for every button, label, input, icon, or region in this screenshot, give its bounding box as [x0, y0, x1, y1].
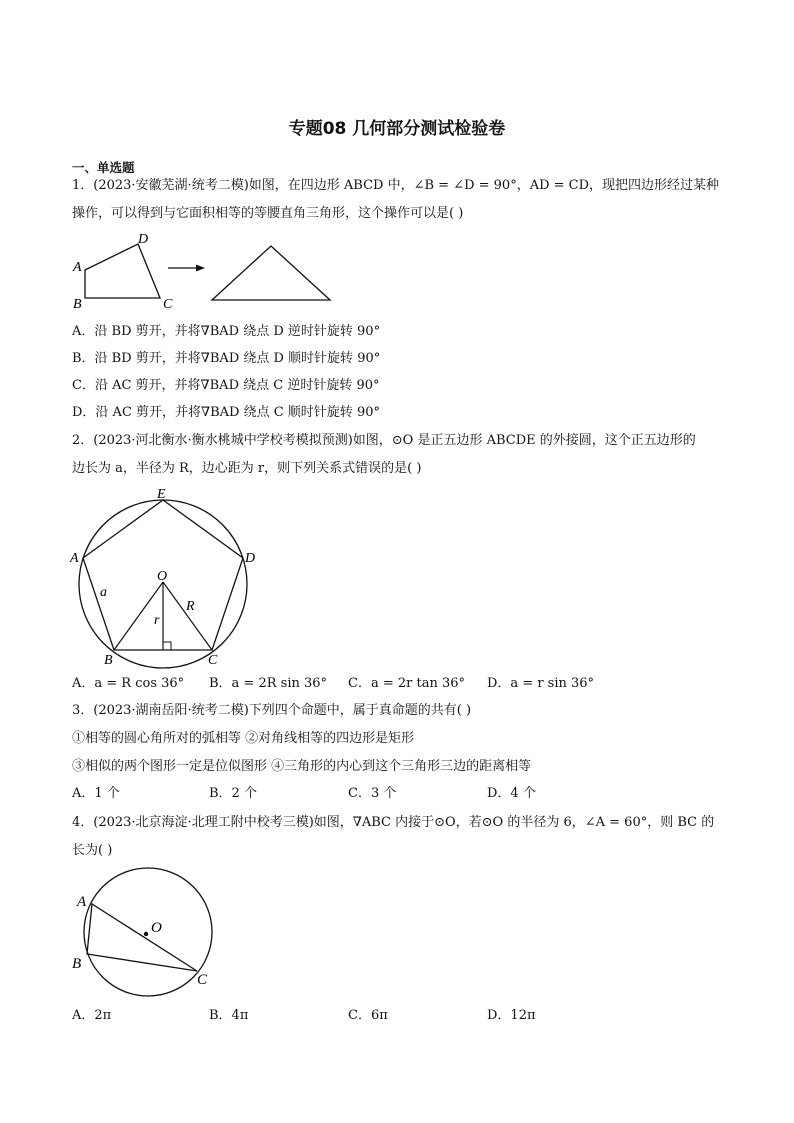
q2-label-apothem-r: r [154, 613, 160, 628]
q1-option-b: B．沿 BD 剪开，并将∇BAD 绕点 D 顺时针旋转 90° [72, 351, 381, 366]
q2-label-b: B [104, 653, 113, 668]
q2-right-angle-mark [163, 642, 171, 650]
q2-stem-line2: 边长为 a，半径为 R，边心距为 r，则下列关系式错误的是( ) [72, 461, 422, 476]
q2-label-e: E [157, 487, 166, 502]
q2-label-a: A [70, 551, 79, 566]
q4-stem-line1: 4．(2023·北京海淀·北理工附中校考三模)如图，∇ABC 内接于⊙O，若⊙O 的半径为 6，∠A = 60°，则 BC 的 [72, 815, 715, 830]
q3-option-d: D．4 个 [487, 786, 536, 801]
q3-statements-3-4: ③相似的两个图形一定是位似图形 ④三角形的内心到这个三角形三边的距离相等 [72, 759, 532, 774]
q2-label-o: O [157, 569, 168, 584]
q1-right-triangle [212, 246, 330, 300]
q4-label-c: C [197, 972, 208, 988]
q2-label-c: C [208, 653, 218, 668]
q3-statements-1-2: ①相等的圆心角所对的弧相等 ②对角线相等的四边形是矩形 [72, 731, 415, 746]
q4-stem-line2: 长为( ) [72, 843, 113, 858]
q4-center-dot [144, 932, 148, 936]
q1-arrow-head [196, 265, 205, 272]
q4-label-b: B [72, 956, 82, 972]
q2-stem-line1: 2．(2023·河北衡水·衡水桃城中学校考模拟预测)如图，⊙O 是正五边形 ABCDE 的外接圆，这个正五边形的 [72, 433, 696, 448]
q3-option-c: C．3 个 [348, 786, 397, 801]
q3-option-b: B．2 个 [209, 786, 257, 801]
q4-option-b: B．4π [209, 1008, 249, 1023]
q1-stem-line1: 1．(2023·安徽芜湖·统考二模)如图，在四边形 ABCD 中，∠B = ∠D = 90°，AD = CD，现把四边形经过某种 [72, 178, 720, 193]
q4-triangle [87, 904, 197, 971]
q1-label-b: B [73, 297, 82, 312]
q2-radius-oc [163, 582, 212, 650]
q2-option-a: A．a = R cos 36° [72, 676, 185, 691]
page-title: 专题08 几何部分测试检验卷 [288, 119, 506, 139]
q2-label-side-a: a [100, 585, 107, 600]
q4-option-c: C．6π [348, 1008, 388, 1023]
q4-label-o: O [151, 920, 162, 936]
q1-label-a: A [73, 260, 82, 275]
q4-figure [66, 866, 226, 1006]
q2-label-d: D [245, 551, 256, 566]
q1-figure [60, 228, 350, 318]
q4-option-d: D．12π [487, 1008, 536, 1023]
q4-circle [84, 868, 212, 996]
q2-option-b: B．a = 2R sin 36° [209, 676, 328, 691]
q1-stem-line2: 操作，可以得到与它面积相等的等腰直角三角形，这个操作可以是( ) [72, 206, 464, 221]
q1-label-d: D [138, 232, 149, 247]
q1-option-c: C．沿 AC 剪开，并将∇BAD 绕点 C 逆时针旋转 90° [72, 378, 380, 393]
q1-label-c: C [163, 297, 173, 312]
q1-option-d: D．沿 AC 剪开，并将∇BAD 绕点 C 顺时针旋转 90° [72, 405, 380, 420]
q2-label-radius-r: R [186, 599, 195, 614]
q2-option-c: C．a = 2r tan 36° [348, 676, 465, 691]
q2-figure [60, 482, 270, 672]
q4-label-a: A [77, 894, 87, 910]
q4-option-a: A．2π [72, 1008, 112, 1023]
q3-stem: 3．(2023·湖南岳阳·统考二模)下列四个命题中，属于真命题的共有( ) [72, 703, 472, 718]
q3-option-a: A．1 个 [72, 786, 120, 801]
q1-option-a: A．沿 BD 剪开，并将∇BAD 绕点 D 逆时针旋转 90° [72, 324, 381, 339]
q1-quadrilateral [85, 244, 160, 298]
q2-option-d: D．a = r sin 36° [487, 676, 595, 691]
section-heading: 一、单选题 [72, 160, 135, 175]
